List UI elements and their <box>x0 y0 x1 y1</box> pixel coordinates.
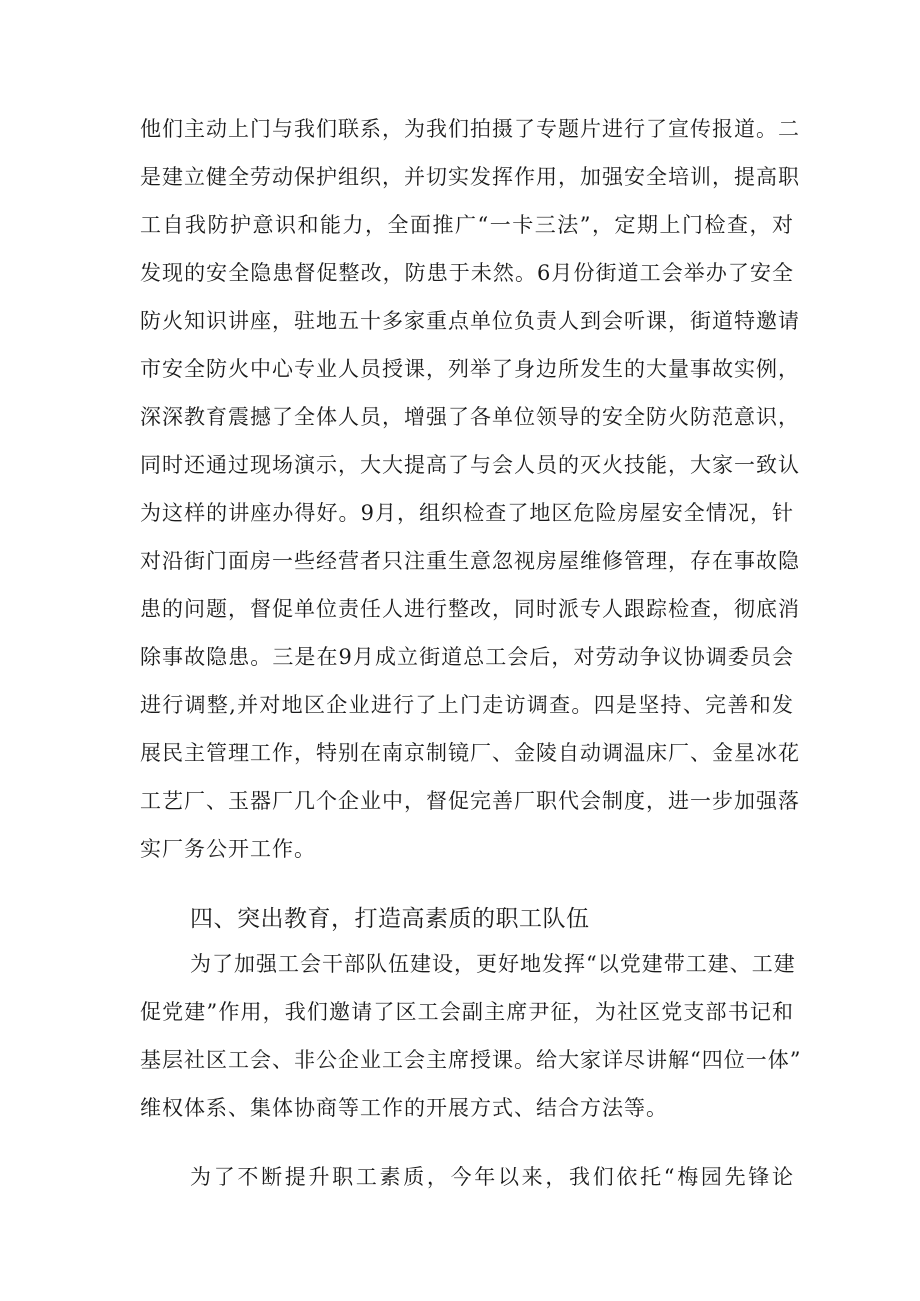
paragraph-1-line: 工艺厂、玉器厂几个企业中，督促完善厂职代会制度，进一步加强落 <box>140 789 800 813</box>
paragraph-2-line: 基层社区工会、非公企业工会主席授课。给大家详尽讲解“四位一体” <box>140 1048 802 1072</box>
paragraph-3-line: 为了不断提升职工素质，今年以来，我们依托“梅园先锋论 <box>190 1165 794 1189</box>
paragraph-1-line: 防火知识讲座，驻地五十多家重点单位负责人到会听课，街道特邀请 <box>140 309 800 333</box>
paragraph-1-line: 患的问题，督促单位责任人进行整改，同时派专人跟踪检查，彻底消 <box>140 597 800 621</box>
paragraph-1-line: 是建立健全劳动保护组织，并切实发挥作用，加强安全培训，提高职 <box>140 165 800 189</box>
paragraph-1-line: 他们主动上门与我们联系，为我们拍摄了专题片进行了宣传报道。二 <box>140 117 800 141</box>
paragraph-1-line: 发现的安全隐患督促整改，防患于未然。6月份街道工会举办了安全 <box>140 261 794 285</box>
paragraph-1-line: 市安全防火中心专业人员授课，列举了身边所发生的大量事故实例， <box>140 357 800 381</box>
paragraph-2-line: 为了加强工会干部队伍建设，更好地发挥“以党建带工建、工建 <box>190 952 796 976</box>
paragraph-1-line: 对沿街门面房一些经营者只注重生意忽视房屋维修管理，存在事故隐 <box>140 549 800 573</box>
paragraph-1-line: 为这样的讲座办得好。9月，组织检查了地区危险房屋安全情况，针 <box>140 501 794 525</box>
paragraph-2-line: 促党建”作用，我们邀请了区工会副主席尹征，为社区党支部书记和 <box>140 1000 794 1024</box>
paragraph-1-line: 深深教育震撼了全体人员，增强了各单位领导的安全防火防范意识， <box>140 405 800 429</box>
section-heading: 四、突出教育，打造高素质的职工队伍 <box>190 906 590 932</box>
paragraph-1-line: 除事故隐患。三是在9月成立街道总工会后，对劳动争议协调委员会 <box>140 645 794 669</box>
paragraph-1-line: 同时还通过现场演示，大大提高了与会人员的灭火技能，大家一致认 <box>140 453 800 477</box>
paragraph-1-line: 展民主管理工作，特别在南京制镜厂、金陵自动调温床厂、金星冰花 <box>140 741 800 765</box>
paragraph-1-line: 进行调整,并对地区企业进行了上门走访调查。四是坚持、完善和发 <box>140 693 794 717</box>
paragraph-1-line: 工自我防护意识和能力，全面推广“一卡三法”，定期上门检查，对 <box>140 213 794 237</box>
paragraph-1-line: 实厂务公开工作。 <box>140 837 316 861</box>
paragraph-2-line: 维权体系、集体协商等工作的开展方式、结合方法等。 <box>140 1096 668 1120</box>
